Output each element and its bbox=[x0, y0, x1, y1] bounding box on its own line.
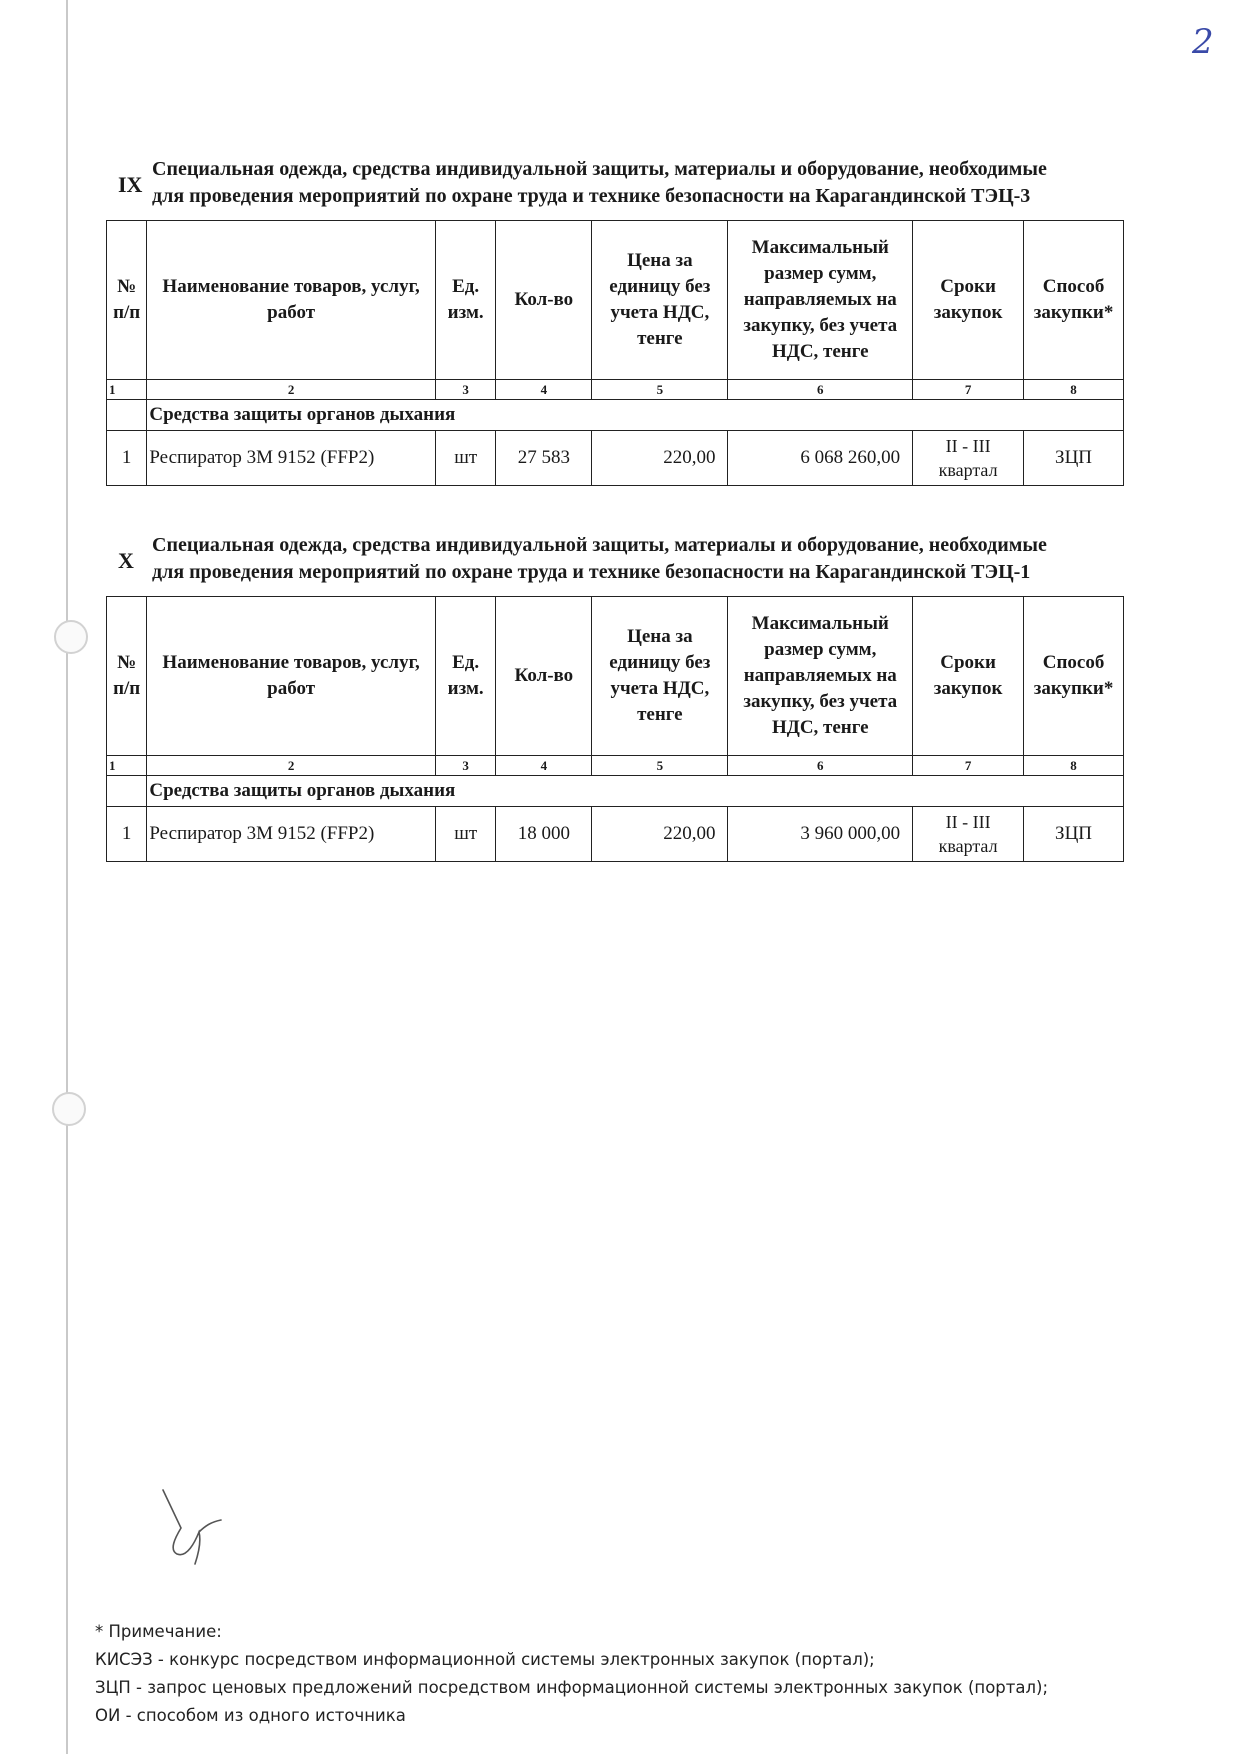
column-number: 3 bbox=[435, 756, 496, 776]
cell-term bbox=[913, 807, 1024, 862]
cell-qty: 18 000 bbox=[496, 807, 592, 862]
cell-name: Респиратор 3М 9152 (FFP2) bbox=[147, 807, 436, 862]
punch-hole-bottom bbox=[52, 1092, 86, 1126]
column-number: 3 bbox=[435, 380, 496, 400]
section-header bbox=[106, 156, 1124, 214]
column-number: 7 bbox=[913, 756, 1024, 776]
table-header-row bbox=[107, 597, 1124, 756]
term-line: квартал bbox=[938, 460, 998, 480]
group-spacer bbox=[107, 400, 147, 431]
section-number: IX bbox=[118, 172, 143, 197]
column-number: 5 bbox=[592, 756, 728, 776]
group-row bbox=[107, 776, 1124, 807]
column-number: 7 bbox=[913, 380, 1024, 400]
footnote-line: ОИ - способом из одного источника bbox=[95, 1706, 406, 1725]
column-number: 8 bbox=[1024, 756, 1124, 776]
column-number: 1 bbox=[107, 756, 147, 776]
header-price: Цена за единицу без учета НДС, тенге bbox=[592, 597, 728, 756]
column-number-row bbox=[107, 380, 1124, 400]
group-label: Средства защиты органов дыхания bbox=[147, 400, 1124, 431]
section-title-line: для проведения мероприятий по охране труда и технике безопасности на Карагандинской ТЭЦ-3 bbox=[152, 185, 1031, 207]
column-number-row bbox=[107, 756, 1124, 776]
binding-line bbox=[66, 0, 68, 1754]
column-number: 8 bbox=[1024, 380, 1124, 400]
cell-term bbox=[913, 431, 1024, 486]
cell-amount: 3 960 000,00 bbox=[728, 807, 913, 862]
section-number: X bbox=[118, 548, 134, 573]
group-row bbox=[107, 400, 1124, 431]
header-unit: Ед. изм. bbox=[435, 597, 496, 756]
cell-price: 220,00 bbox=[592, 807, 728, 862]
column-number: 4 bbox=[496, 756, 592, 776]
punch-hole-top bbox=[54, 620, 88, 654]
column-number: 4 bbox=[496, 380, 592, 400]
header-price: Цена за единицу без учета НДС, тенге bbox=[592, 221, 728, 380]
header-num: № п/п bbox=[107, 597, 147, 756]
column-number: 5 bbox=[592, 380, 728, 400]
section-title bbox=[152, 532, 1124, 586]
column-number: 6 bbox=[728, 756, 913, 776]
procurement-table bbox=[106, 220, 1124, 486]
cell-amount: 6 068 260,00 bbox=[728, 431, 913, 486]
table-row bbox=[107, 431, 1124, 486]
column-number: 2 bbox=[147, 380, 436, 400]
cell-method: ЗЦП bbox=[1024, 807, 1124, 862]
cell-qty: 27 583 bbox=[496, 431, 592, 486]
cell-num: 1 bbox=[107, 807, 147, 862]
procurement-table bbox=[106, 596, 1124, 862]
cell-num: 1 bbox=[107, 431, 147, 486]
section-title-line: Специальная одежда, средства индивидуальной защиты, материалы и оборудование, необходимые bbox=[152, 534, 1047, 556]
signature-mark bbox=[155, 1484, 245, 1574]
header-unit: Ед. изм. bbox=[435, 221, 496, 380]
group-spacer bbox=[107, 776, 147, 807]
column-number: 6 bbox=[728, 380, 913, 400]
term-line: II - III bbox=[945, 812, 991, 832]
footnote-line: ЗЦП - запрос ценовых предложений посредством информационной системы электронных закупок (портал); bbox=[95, 1678, 1049, 1697]
header-qty: Кол-во bbox=[496, 597, 592, 756]
section-header bbox=[106, 532, 1124, 590]
table-row bbox=[107, 807, 1124, 862]
column-number: 2 bbox=[147, 756, 436, 776]
column-number: 1 bbox=[107, 380, 147, 400]
header-term: Сроки закупок bbox=[913, 221, 1024, 380]
term-line: квартал bbox=[938, 836, 998, 856]
footnote-title: * Примечание: bbox=[95, 1622, 222, 1641]
header-num: № п/п bbox=[107, 221, 147, 380]
header-amount: Максимальный размер сумм, направляемых на закупку, без учета НДС, тенге bbox=[728, 597, 913, 756]
cell-name: Респиратор 3М 9152 (FFP2) bbox=[147, 431, 436, 486]
section-title bbox=[152, 156, 1124, 210]
footnote-line: КИСЭЗ - конкурс посредством информационной системы электронных закупок (портал); bbox=[95, 1650, 875, 1669]
table-header-row bbox=[107, 221, 1124, 380]
section-ix bbox=[106, 156, 1124, 480]
section-x bbox=[106, 532, 1124, 856]
section-title-line: Специальная одежда, средства индивидуальной защиты, материалы и оборудование, необходимые bbox=[152, 158, 1047, 180]
cell-price: 220,00 bbox=[592, 431, 728, 486]
cell-method: ЗЦП bbox=[1024, 431, 1124, 486]
header-term: Сроки закупок bbox=[913, 597, 1024, 756]
header-method: Способ закупки* bbox=[1024, 597, 1124, 756]
group-label: Средства защиты органов дыхания bbox=[147, 776, 1124, 807]
cell-unit: шт bbox=[435, 807, 496, 862]
cell-unit: шт bbox=[435, 431, 496, 486]
header-qty: Кол-во bbox=[496, 221, 592, 380]
header-name: Наименование товаров, услуг, работ bbox=[147, 221, 436, 380]
header-amount: Максимальный размер сумм, направляемых на закупку, без учета НДС, тенге bbox=[728, 221, 913, 380]
footnote bbox=[95, 1618, 1048, 1730]
header-method: Способ закупки* bbox=[1024, 221, 1124, 380]
header-name: Наименование товаров, услуг, работ bbox=[147, 597, 436, 756]
section-title-line: для проведения мероприятий по охране труда и технике безопасности на Карагандинской ТЭЦ-1 bbox=[152, 561, 1031, 583]
handwritten-page-number: 2 bbox=[1192, 22, 1214, 62]
term-line: II - III bbox=[945, 436, 991, 456]
